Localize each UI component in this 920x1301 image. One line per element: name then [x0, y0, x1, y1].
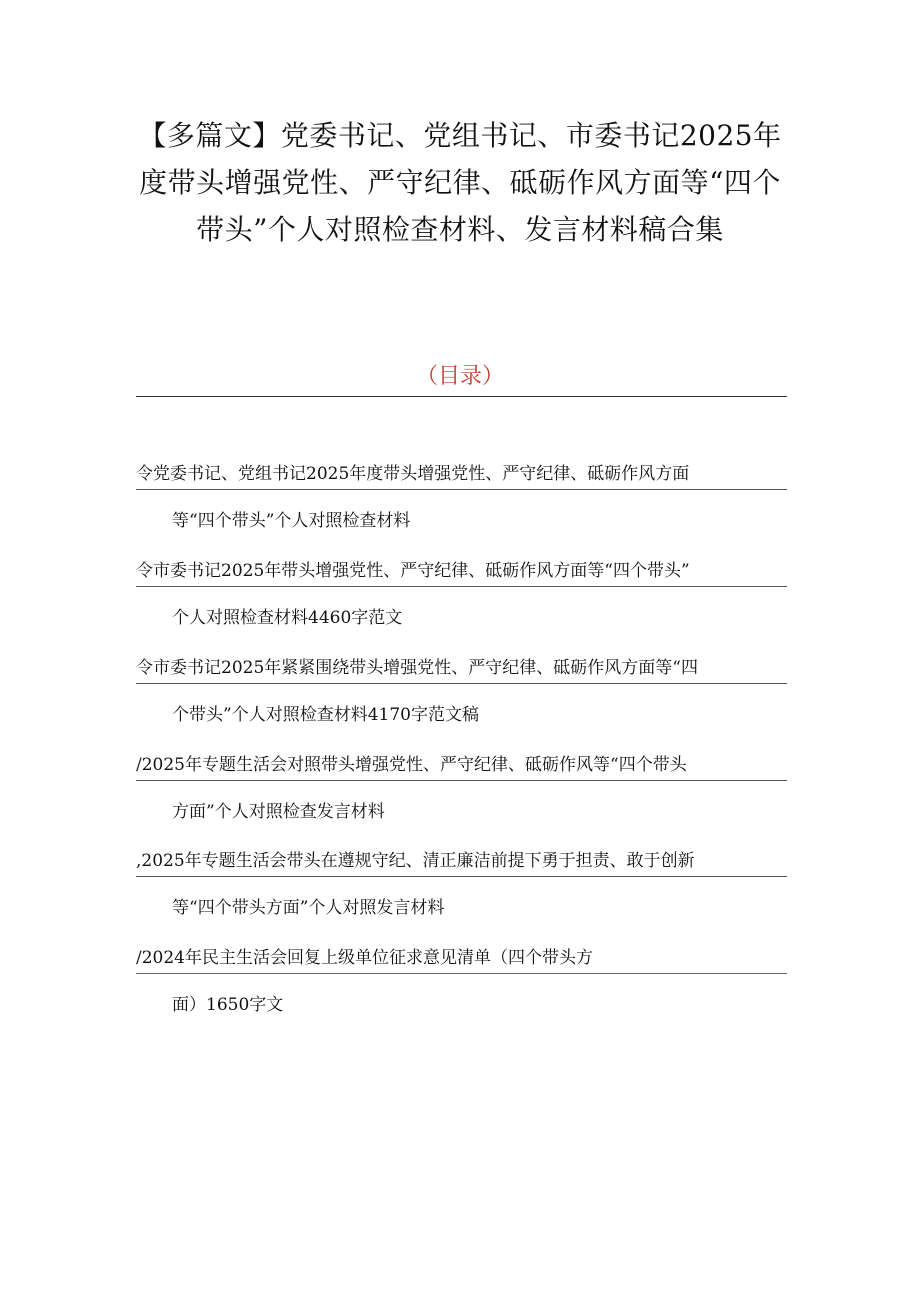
toc-entry-line-2[interactable]: 方面”个人对照检查发言材料 — [172, 802, 385, 822]
toc-entry-text[interactable]: 2025年专题生活会对照带头增强党性、严守纪律、砥砺作风等“四个带头 — [141, 755, 687, 775]
toc-entry-line-1[interactable] — [136, 459, 787, 490]
toc-entry-text[interactable]: 市委书记2025年带头增强党性、严守纪律、砥砺作风方面等“四个带头” — [153, 561, 690, 581]
toc-bullet: 令 — [136, 658, 153, 678]
toc-bullet: / — [136, 755, 142, 775]
toc-entry[interactable] — [136, 943, 787, 1018]
toc-heading: （目录） — [415, 364, 504, 389]
toc-entry-line-2[interactable]: 面）1650字文 — [172, 995, 284, 1015]
title-line-2: 度带头增强党性、严守纪律、砥砺作风方面等“四个 — [139, 166, 781, 199]
document-title — [110, 112, 810, 253]
toc-entry-text[interactable]: 市委书记2025年紧紧围绕带头增强党性、严守纪律、砥砺作风方面等“四 — [153, 658, 698, 678]
toc-entry-text[interactable]: 2024年民主生活会回复上级单位征求意见清单（四个带头方 — [141, 948, 593, 968]
toc-entry-line-2[interactable]: 等“四个带头方面”个人对照发言材料 — [172, 898, 445, 918]
toc-entry-line-1[interactable] — [136, 653, 787, 684]
toc-entry-text[interactable]: 党委书记、党组书记2025年度带头增强党性、严守纪律、砥砺作风方面 — [153, 464, 690, 484]
toc-divider — [136, 396, 787, 397]
toc-bullet: , — [136, 851, 142, 871]
toc-entry-line-1[interactable] — [136, 846, 787, 877]
title-line-3: 带头”个人对照检查材料、发言材料稿合集 — [196, 213, 724, 246]
toc-entry[interactable] — [136, 750, 787, 825]
toc-entry[interactable] — [136, 846, 787, 921]
toc-entry-line-1[interactable] — [136, 943, 787, 974]
title-line-1: 【多篇文】党委书记、党组书记、市委书记2025年 — [138, 119, 782, 152]
toc-entry-line-1[interactable] — [136, 750, 787, 781]
toc-bullet: 令 — [136, 464, 153, 484]
toc-entry-line-2[interactable]: 等“四个带头”个人对照检查材料 — [172, 511, 411, 531]
toc-entry-line-2[interactable]: 个带头”个人对照检查材料4170字范文稿 — [172, 705, 479, 725]
toc-entry[interactable] — [136, 653, 787, 728]
toc-bullet: 令 — [136, 561, 153, 581]
toc-entry-text[interactable]: 2025年专题生活会带头在遵规守纪、清正廉洁前提下勇于担责、敢于创新 — [141, 851, 695, 871]
toc-bullet: / — [136, 948, 142, 968]
toc-entry[interactable] — [136, 459, 787, 534]
toc-entry[interactable] — [136, 556, 787, 631]
toc-entry-line-2[interactable]: 个人对照检查材料4460字范文 — [172, 608, 403, 628]
toc-entry-line-1[interactable] — [136, 556, 787, 587]
